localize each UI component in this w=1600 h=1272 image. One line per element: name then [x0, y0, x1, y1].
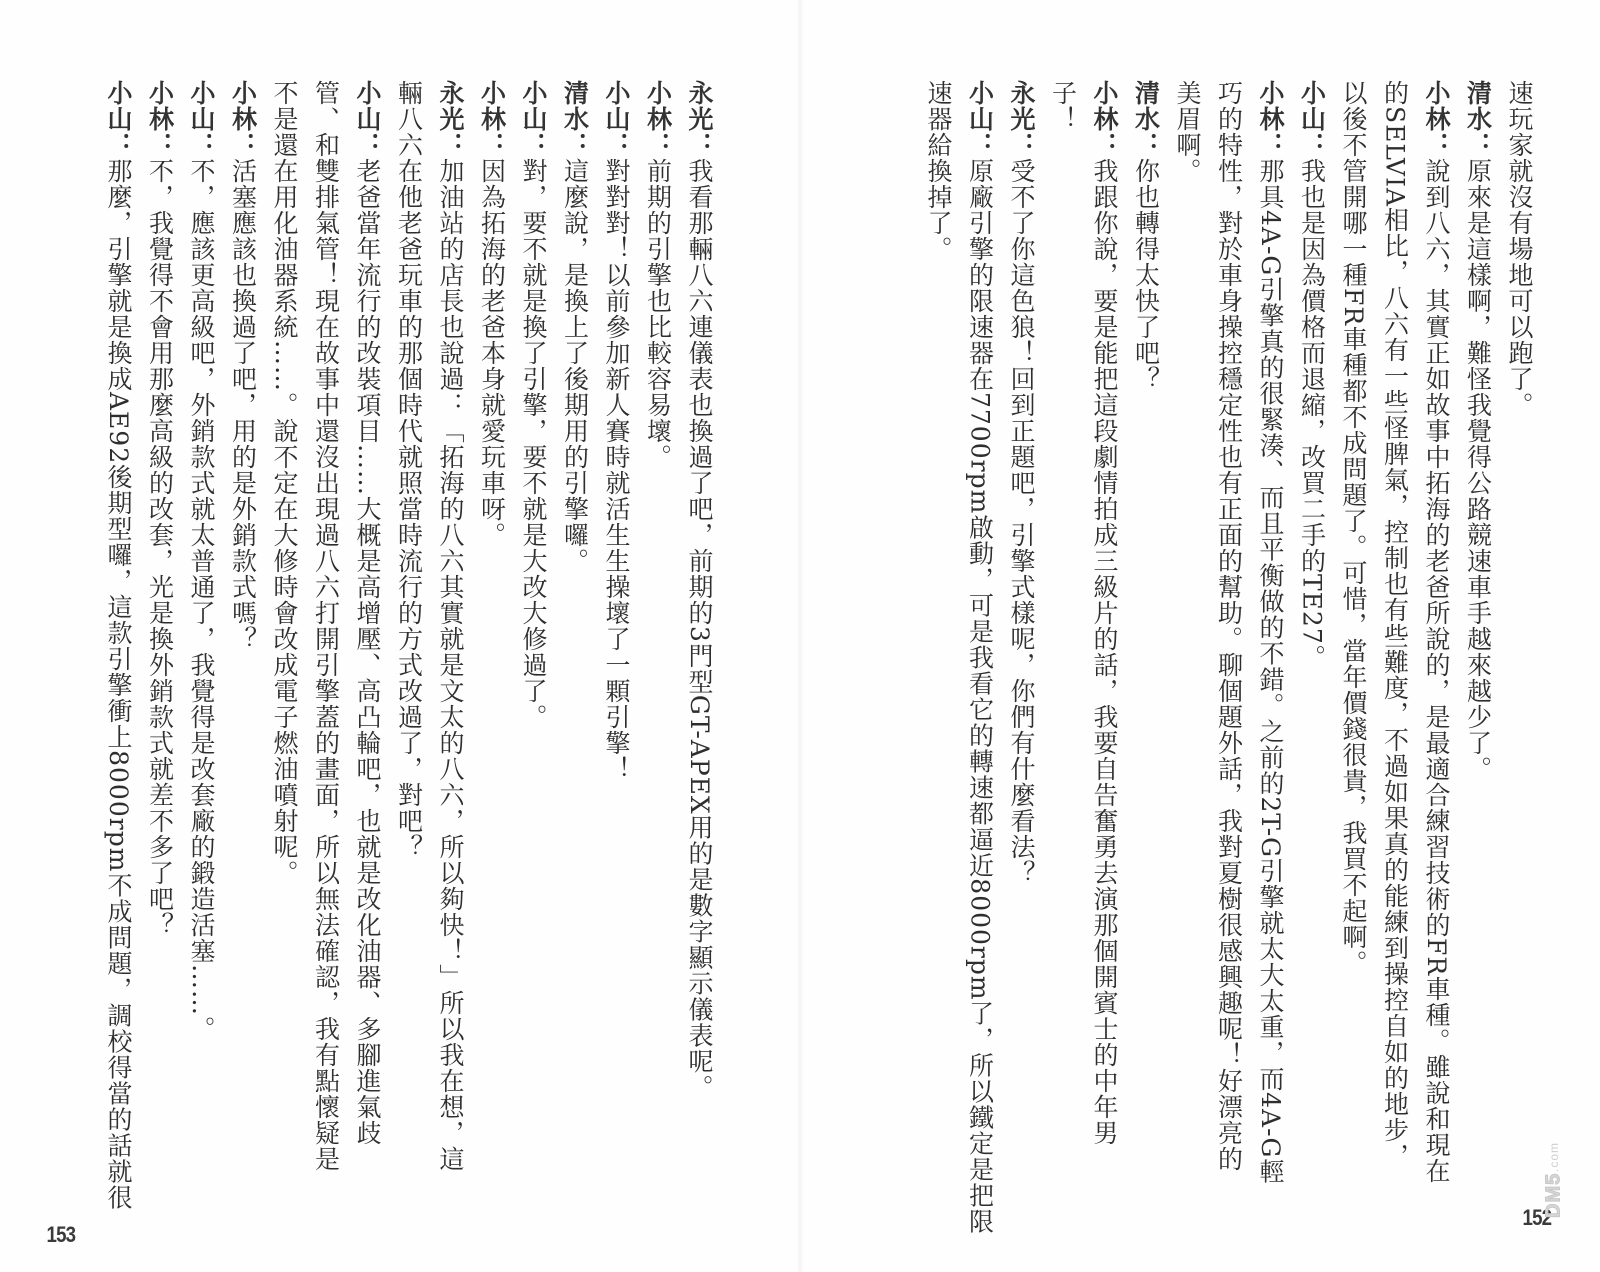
speaker-label: 小山：: [353, 80, 382, 158]
speaker-label: 小林：: [1422, 80, 1451, 158]
dialogue-line: 小林：說到八六，其實正如故事中拓海的老爸所說的，是最適合練習技術的FR車種。雖說和現在: [1422, 80, 1451, 1185]
speaker-label: 小林：: [1256, 80, 1285, 158]
dialogue-line: 小林：因為拓海的老爸本身就愛玩車呀。: [477, 80, 507, 548]
speaker-label: 清水：: [560, 80, 590, 158]
dialogue-line: 清水：這麼說，是換上了後期用的引擎囉。: [560, 80, 590, 574]
speaker-label: 小林：: [228, 80, 258, 158]
continuation-line: 速器給換掉了。: [924, 80, 953, 262]
page-153-text: [80, 80, 720, 1211]
speaker-label: 小山：: [965, 80, 995, 158]
continuation-line: 管、和雙排氣管！現在故事中還沒出現過八六打開引擎蓋的畫面，所以無法確認，我有點懷疑是: [311, 80, 341, 1172]
watermark-domain: .com: [1547, 1142, 1561, 1173]
continuation-line: 巧的特性，對於車身操控穩定性也有正面的幫助。聊個題外話，我對夏樹很感興趣呢！好漂亮的: [1214, 80, 1244, 1172]
speaker-label: 永光：: [1007, 80, 1036, 158]
watermark-logo: [1542, 1118, 1566, 1242]
speaker-label: 清水：: [1131, 80, 1161, 158]
dialogue-line: 小山：不，應該更高級吧，外銷款式就太普通了，我覺得是改套廠的鍛造活塞……。: [187, 80, 216, 1042]
dialogue-line: 小山：那麼，引擎就是換成AE92後期型囉，這款引擎衝上8000rpm不成問題，調校得當的話就很: [104, 80, 133, 1211]
page-gutter: [796, 0, 804, 1272]
dialogue-line: 小山：對，要不就是換了引擎，要不就是大改大修過了。: [519, 80, 548, 730]
dialogue-line: 小林：我跟你說，要是能把這段劇情拍成三級片的話，我要自告奮勇去演那個開賓士的中年男: [1090, 80, 1119, 1146]
text-line: 速玩家就沒有場地可以跑了。: [1505, 80, 1534, 418]
page-number-153: 153: [46, 1222, 76, 1247]
dialogue-line: 小山：對對對！以前參加新人賽時就活生生操壞了一顆引擎！: [602, 80, 631, 782]
continuation-line: 輛八六在他老爸玩車的那個時代就照當時流行的方式改過了，對吧？: [394, 80, 424, 860]
speaker-label: 小林：: [643, 80, 673, 158]
dialogue-line: 清水：原來是這樣啊，難怪我覺得公路競速車手越來越少了。: [1463, 80, 1493, 782]
dialogue-line: 小林：不，我覺得不會用那麼高級的改套，光是換外銷款式就差不多了吧？: [145, 80, 175, 938]
dialogue-line: 小山：老爸當年流行的改裝項目……大概是高增壓、高凸輪吧，也就是改化油器、多腳進氣歧: [353, 80, 382, 1146]
speaker-label: 小山：: [187, 80, 216, 158]
speaker-label: 小林：: [1090, 80, 1119, 158]
dialogue-line: 小山：我也是因為價格而退縮，改買二手的TE27。: [1297, 80, 1327, 671]
watermark-brand: DM5: [1542, 1172, 1565, 1218]
speaker-label: 小山：: [519, 80, 548, 158]
speaker-label: 小林：: [477, 80, 507, 158]
speaker-label: 小林：: [145, 80, 175, 158]
continuation-line: 的SELVIA相比，八六有一些怪脾氣，控制也有些難度，不過如果真的能練到操控自如的地步，: [1380, 80, 1410, 1169]
speaker-label: 永光：: [436, 80, 465, 158]
continuation-line: 以後不管開哪一種FR車種都不成問題了。可惜，當年價錢很貴，我買不起啊。: [1339, 80, 1368, 977]
dialogue-line: 小林：活塞應該也換過了吧，用的是外銷款式嗎？: [228, 80, 258, 652]
dialogue-line: 小林：那具4A-G引擎真的很緊湊、而且平衡做的不錯。之前的2T-G引擎就太大太重，而4A-G輕: [1256, 80, 1285, 1185]
page-number-152: 152: [1522, 1205, 1552, 1230]
speaker-label: 小山：: [104, 80, 133, 158]
dialogue-line: 永光：受不了你這色狼！回到正題吧，引擎式樣呢，你們有什麼看法？: [1007, 80, 1036, 886]
dialogue-line: 清水：你也轉得太快了吧？: [1131, 80, 1161, 392]
dialogue-line: 永光：加油站的店長也說過：「拓海的八六其實就是文太的八六，所以夠快！」所以我在想，這: [436, 80, 465, 1172]
continuation-line: 子！: [1048, 80, 1078, 132]
dialogue-line: 永光：我看那輛八六連儀表也換過了吧，前期的3門型GT-APEX用的是數字顯示儀表呢。: [685, 80, 714, 1101]
continuation-line: 美眉啊。: [1173, 80, 1202, 184]
speaker-label: 小山：: [602, 80, 631, 158]
dialogue-line: 小山：原廠引擎的限速器在7700rpm啟動，可是我看它的轉速都逼近8000rpm了，所以鐵定是把限: [965, 80, 995, 1235]
speaker-label: 小山：: [1297, 80, 1327, 158]
speaker-label: 清水：: [1463, 80, 1493, 158]
dialogue-line: 小林：前期的引擎也比較容易壞。: [643, 80, 673, 470]
continuation-line: 不是還在用化油器系統……。說不定在大修時會改成電子燃油噴射呢。: [270, 80, 299, 886]
speaker-label: 永光：: [685, 80, 714, 158]
